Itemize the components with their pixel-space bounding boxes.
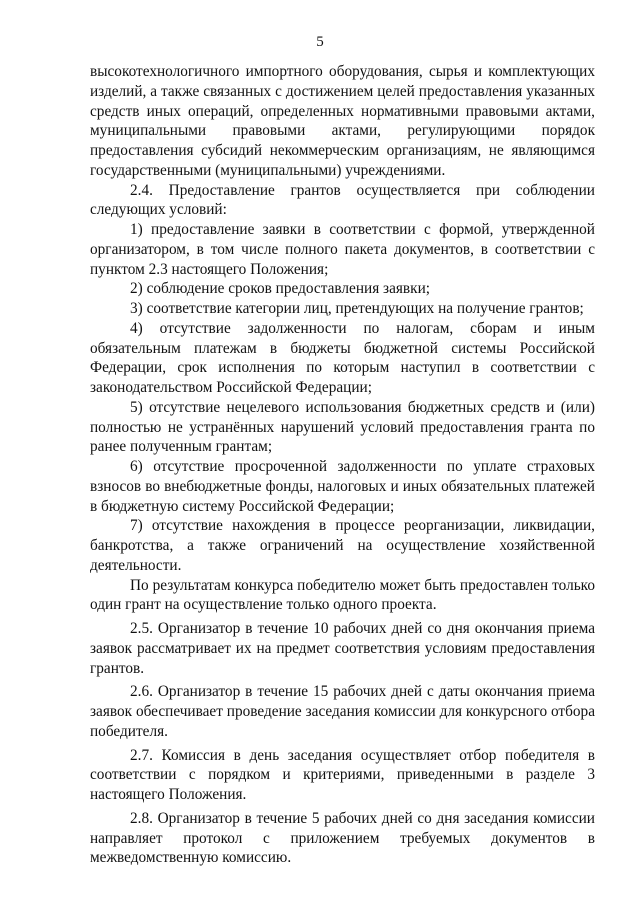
paragraph-2-6: 2.6. Организатор в течение 15 рабочих дней с даты окончания приема заявок обеспечивает проведение заседания комиссии для конкурсного отбора победителя. [90,683,595,740]
paragraph-single-grant: По результатам конкурса победителю может быть предоставлен только один грант на осуществление только одного проекта. [90,576,595,614]
document-body [90,62,595,868]
condition-7: 7) отсутствие нахождения в процессе реорганизации, ликвидации, банкротства, а также ограничений на осуществление хозяйственной деятельности. [90,517,595,574]
condition-1: 1) предоставление заявки в соответствии с формой, утвержденной организатором, в том числе полного пакета документов, в соответствии с пунктом 2.3 настоящего Положения; [90,221,595,278]
paragraph-2-7: 2.7. Комиссия в день заседания осуществляет отбор победителя в соответствии с порядком и критериями, приведенными в разделе 3 настоящего Положения. [90,746,595,803]
paragraph-2-5: 2.5. Организатор в течение 10 рабочих дней со дня окончания приема заявок рассматривает их на предмет соответствия условиям предоставления грантов. [90,620,595,677]
page-number: 5 [316,34,324,50]
condition-6: 6) отсутствие просроченной задолженности по уплате страховых взносов во внебюджетные фонды, налоговых и иных обязательных платежей в бюджетную систему Российской Федерации; [90,458,595,515]
condition-4: 4) отсутствие задолженности по налогам, сборам и иным обязательным платежам в бюджеты бюджетной системы Российской Федерации, срок исполнения по которым наступил в соответствии с законодательством Российской Федерации; [90,319,595,396]
condition-3: 3) соответствие категории лиц, претендующих на получение грантов; [130,300,584,317]
paragraph-2-4: 2.4. Предоставление грантов осуществляется при соблюдении следующих условий: [90,181,595,219]
condition-2: 2) соблюдение сроков предоставления заявки; [130,280,431,298]
paragraph-2-8: 2.8. Организатор в течение 5 рабочих дней со дня заседания комиссии направляет протокол с приложением требуемых документов в межведомственную комиссию. [90,809,595,867]
condition-5: 5) отсутствие нецелевого использования бюджетных средств и (или) полностью не устранённых нарушений условий предоставления гранта по ранее полученным грантам; [90,398,595,456]
paragraph-continuation: высокотехнологичного импортного оборудования, сырья и комплектующих изделий, а также связанных с достижением целей предоставления указанных средств иных операций, определенных нормативными правовыми актами, муниципальными правовыми актами, регулирующими порядок предоставления субсидий некоммерческим организациям, не являющимся государственными (муниципальными) учреждениями. [90,63,595,179]
